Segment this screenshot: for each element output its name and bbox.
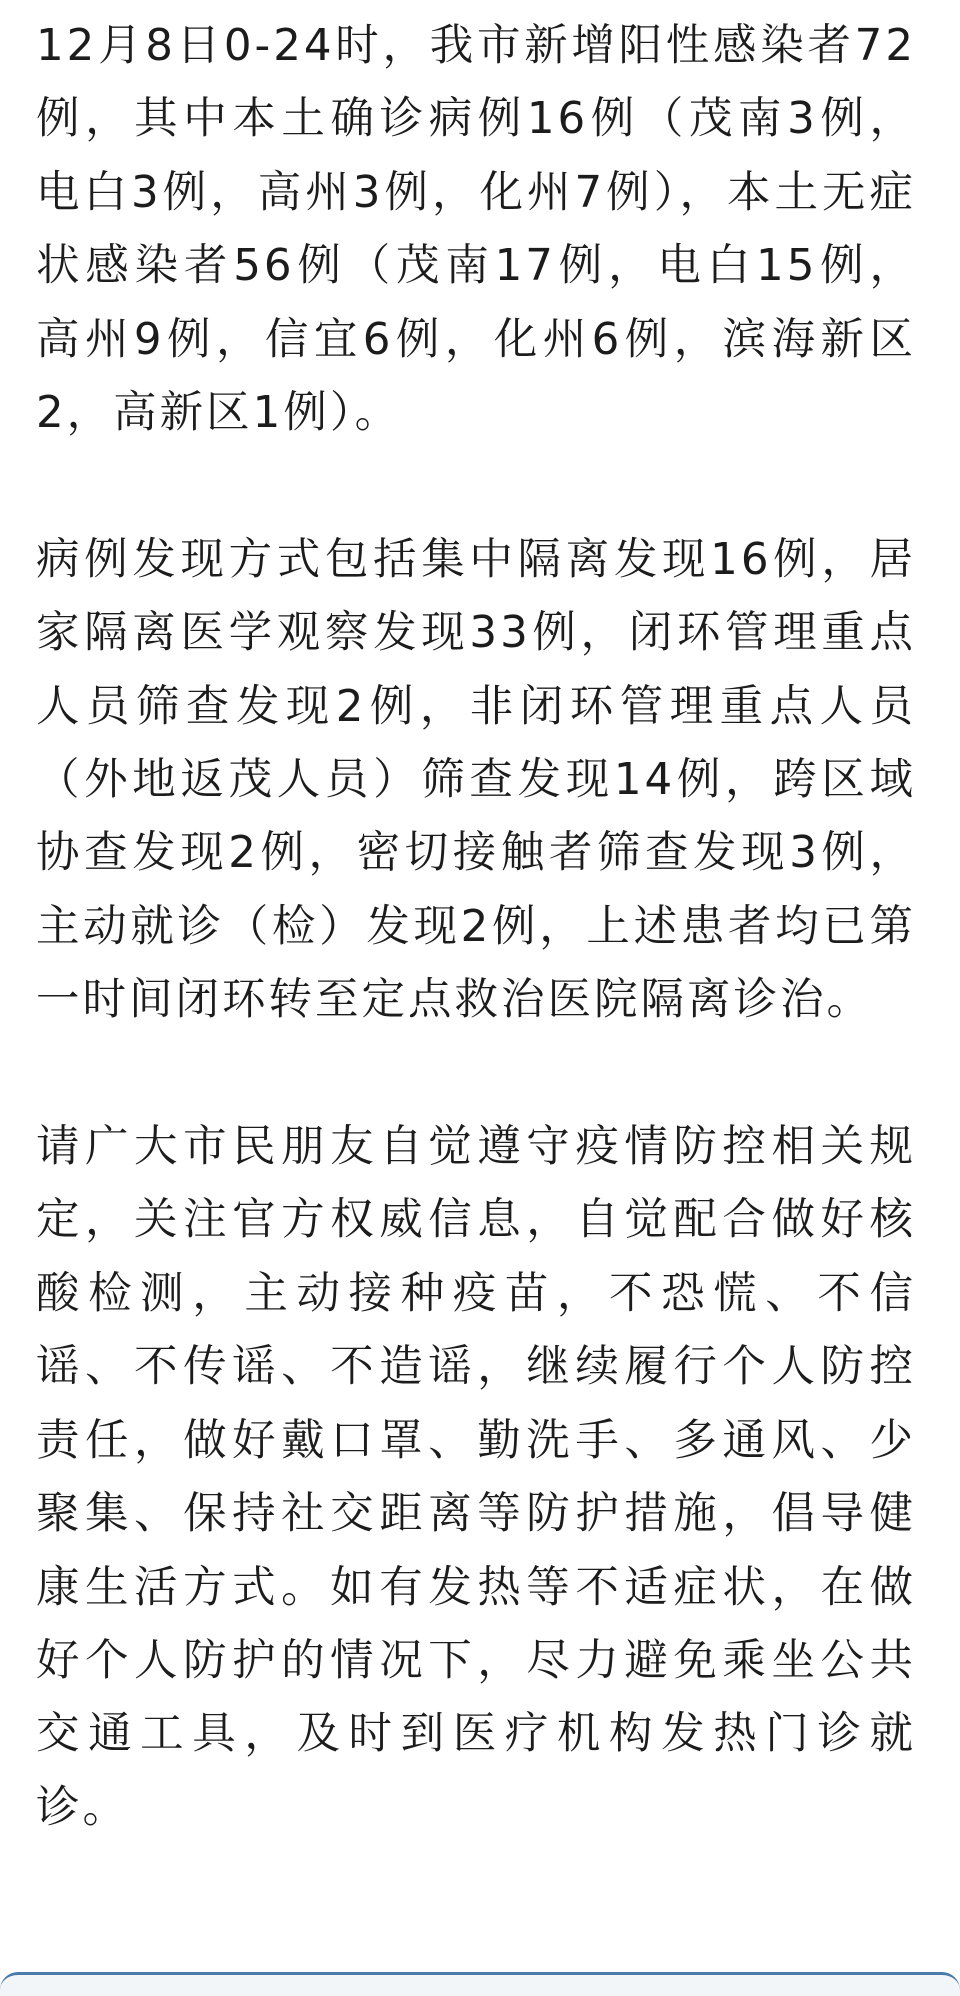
case-summary-paragraph: 12月8日0-24时，我市新增阳性感染者72例，其中本土确诊病例16例（茂南3例，电白3例，高州3例，化州7例），本土无症状感染者56例（茂南17例，电白15例，高州9例，信宜6例，化州6例，滨海新区2，高新区1例）。 bbox=[36, 21, 916, 439]
bottom-frame-edge bbox=[0, 1972, 960, 1996]
article-body bbox=[36, 10, 916, 1845]
detection-method-paragraph: 病例发现方式包括集中隔离发现16例，居家隔离医学观察发现33例，闭环管理重点人员筛查发现2例，非闭环管理重点人员（外地返茂人员）筛查发现14例，跨区域协查发现2例，密切接触者筛查发现3例，主动就诊（检）发现2例，上述患者均已第一时间闭环转至定点救治医院隔离诊治。 bbox=[36, 534, 916, 1026]
public-advisory-paragraph: 请广大市民朋友自觉遵守疫情防控相关规定，关注官方权威信息，自觉配合做好核酸检测，主动接种疫苗，不恐慌、不信谣、不传谣、不造谣，继续履行个人防控责任，做好戴口罩、勤洗手、多通风、少聚集、保持社交距离等防护措施，倡导健康生活方式。如有发热等不适症状，在做好个人防护的情况下，尽力避免乘坐公共交通工具，及时到医疗机构发热门诊就诊。 bbox=[36, 1122, 916, 1833]
